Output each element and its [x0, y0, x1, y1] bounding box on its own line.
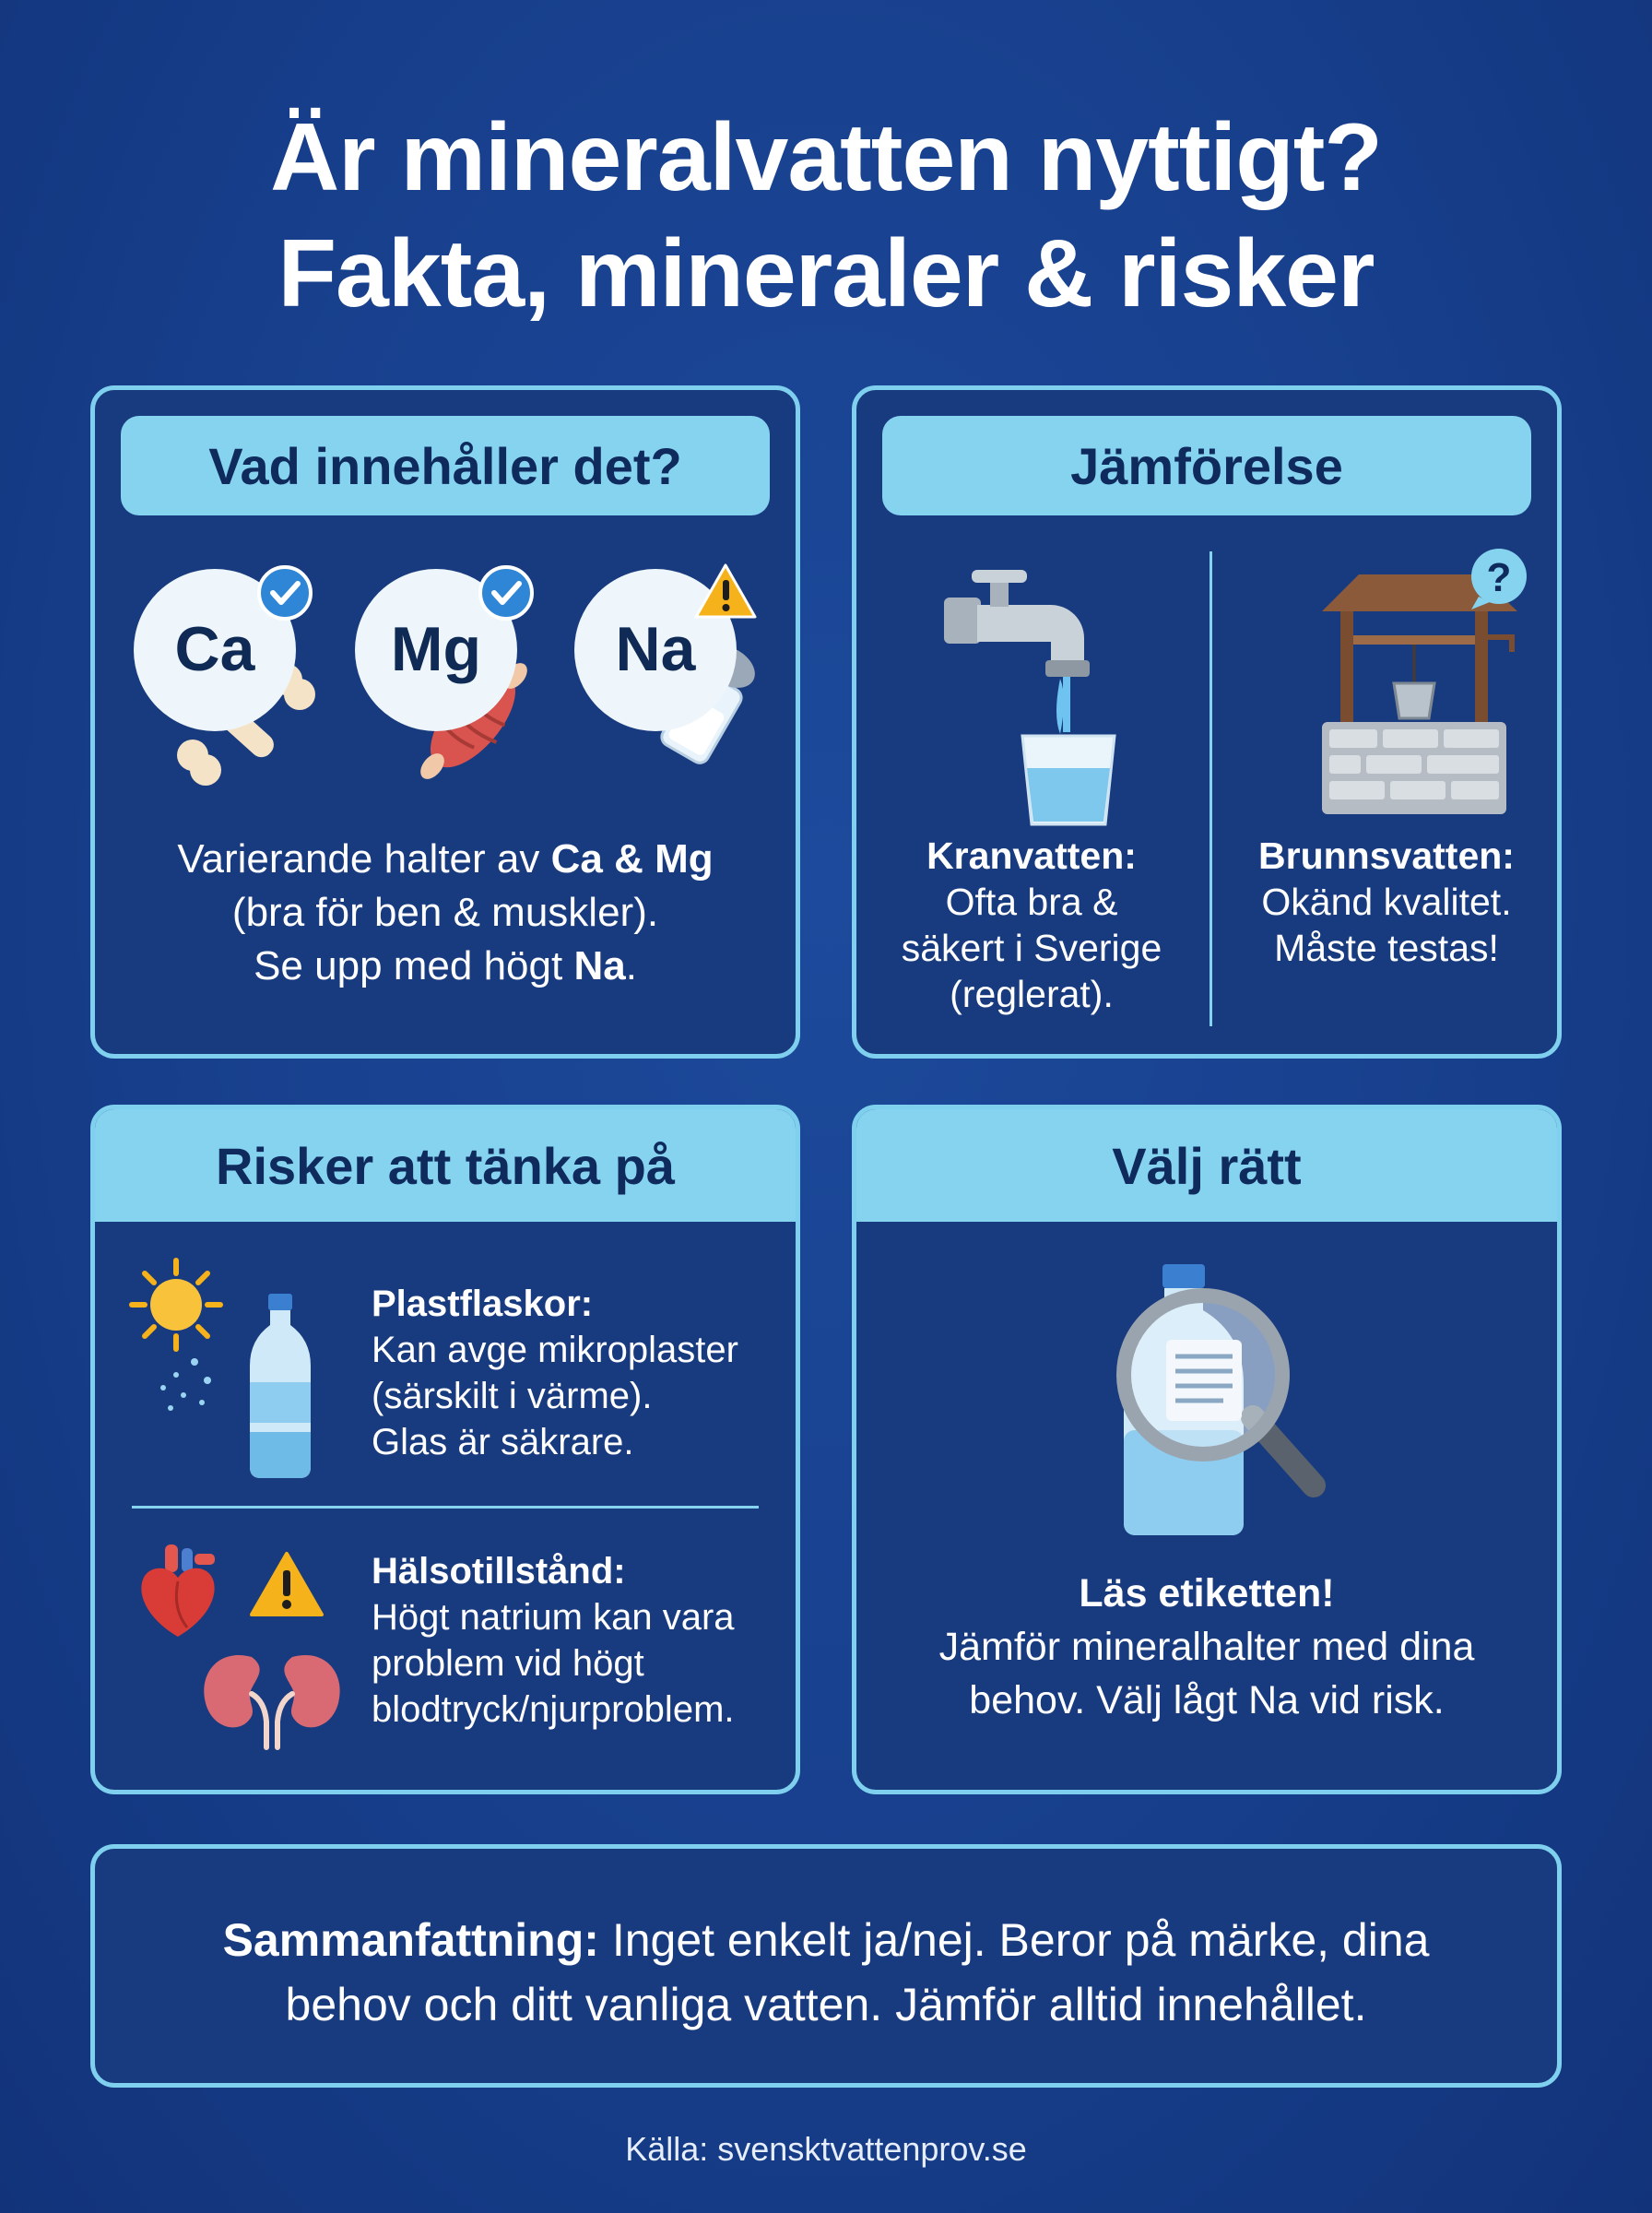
tap-water-text [866, 833, 1198, 1017]
contents-line-3a: Se upp med högt [254, 943, 574, 988]
well-water-label: Brunnsvatten: [1258, 834, 1515, 877]
choose-line-2: behov. Välj lågt Na vid risk. [969, 1678, 1445, 1722]
comparison-heading: Jämförelse [882, 416, 1531, 515]
magnesium-badge [353, 565, 565, 777]
summary-text [113, 1908, 1539, 2037]
health-line-3: blodtryck/njurproblem. [372, 1689, 735, 1730]
health-conditions-text [372, 1548, 735, 1733]
comparison-divider [1210, 551, 1212, 1026]
plastic-bottles-text [372, 1281, 738, 1465]
well-water-line-2: Måste testas! [1274, 927, 1499, 969]
risks-heading: Risker att tänka på [95, 1109, 796, 1222]
summary-label: Sammanfattning: [222, 1914, 599, 1966]
sun-icon [130, 1259, 231, 1415]
check-icon [259, 567, 311, 619]
contents-line-1a: Varierande halter av [177, 836, 551, 882]
well-icon [1304, 547, 1534, 823]
well-water-text [1216, 833, 1557, 971]
title-line-2: Fakta, mineraler & risker [277, 220, 1375, 327]
tap-water-label: Kranvatten: [926, 834, 1137, 877]
choose-line-1: Jämför mineralhalter med dina [938, 1625, 1475, 1669]
magnesium-symbol: Mg [390, 614, 482, 684]
health-line-1: Högt natrium kan vara [372, 1597, 735, 1638]
contents-heading: Vad innehåller det? [121, 416, 770, 515]
plastic-bottle-icon [248, 1294, 313, 1478]
plastic-line-1: Kan avge mikroplaster [372, 1330, 738, 1370]
page-title [0, 100, 1652, 332]
read-label-text: Läs etiketten! [1079, 1571, 1335, 1615]
sodium-symbol: Na [615, 614, 696, 684]
magnifier-bottle-icon [1115, 1264, 1354, 1541]
risks-card [90, 1105, 800, 1794]
check-icon [480, 567, 532, 619]
title-line-1: Är mineralvatten nyttigt? [270, 104, 1382, 211]
health-conditions-label: Hälsotillstånd: [372, 1551, 626, 1592]
contents-line-3b: Na [573, 943, 626, 988]
contents-description [104, 833, 786, 993]
contents-line-1b: Ca & Mg [550, 836, 714, 882]
heart-icon [137, 1544, 220, 1646]
contents-line-2: (bra för ben & muskler). [231, 890, 659, 935]
kidneys-icon [198, 1648, 346, 1749]
plastic-bottles-label: Plastflaskor: [372, 1284, 594, 1324]
summary-line-2: behov och ditt vanliga vatten. Jämför alltid innehållet. [285, 1979, 1367, 2030]
health-line-2: problem vid högt [372, 1643, 644, 1684]
sodium-badge [572, 565, 785, 777]
choose-card [852, 1105, 1562, 1794]
calcium-symbol: Ca [174, 614, 255, 684]
tap-water-line-2: säkert i Sverige [901, 927, 1162, 969]
plastic-line-2: (särskilt i värme). [372, 1376, 653, 1416]
tap-water-line-1: Ofta bra & [945, 881, 1118, 923]
question-badge-icon [1471, 549, 1527, 609]
warning-icon [250, 1552, 324, 1618]
calcium-badge [132, 565, 344, 777]
summary-line-1: Inget enkelt ja/nej. Beror på märke, dina [598, 1914, 1430, 1966]
contents-line-3c: . [625, 943, 637, 988]
comparison-card [852, 385, 1562, 1059]
risks-divider [132, 1506, 759, 1509]
source-credit: Källa: svensktvattenprov.se [625, 2130, 1027, 2168]
choose-heading: Välj rätt [856, 1109, 1557, 1222]
choose-description [866, 1567, 1548, 1727]
well-question-mark: ? [1486, 555, 1512, 600]
contents-card [90, 385, 800, 1059]
tap-water-icon [944, 561, 1119, 828]
well-water-line-1: Okänd kvalitet. [1261, 881, 1512, 923]
plastic-line-3: Glas är säkrare. [372, 1422, 634, 1462]
tap-water-line-3: (reglerat). [950, 973, 1114, 1015]
summary-card [90, 1844, 1562, 2088]
